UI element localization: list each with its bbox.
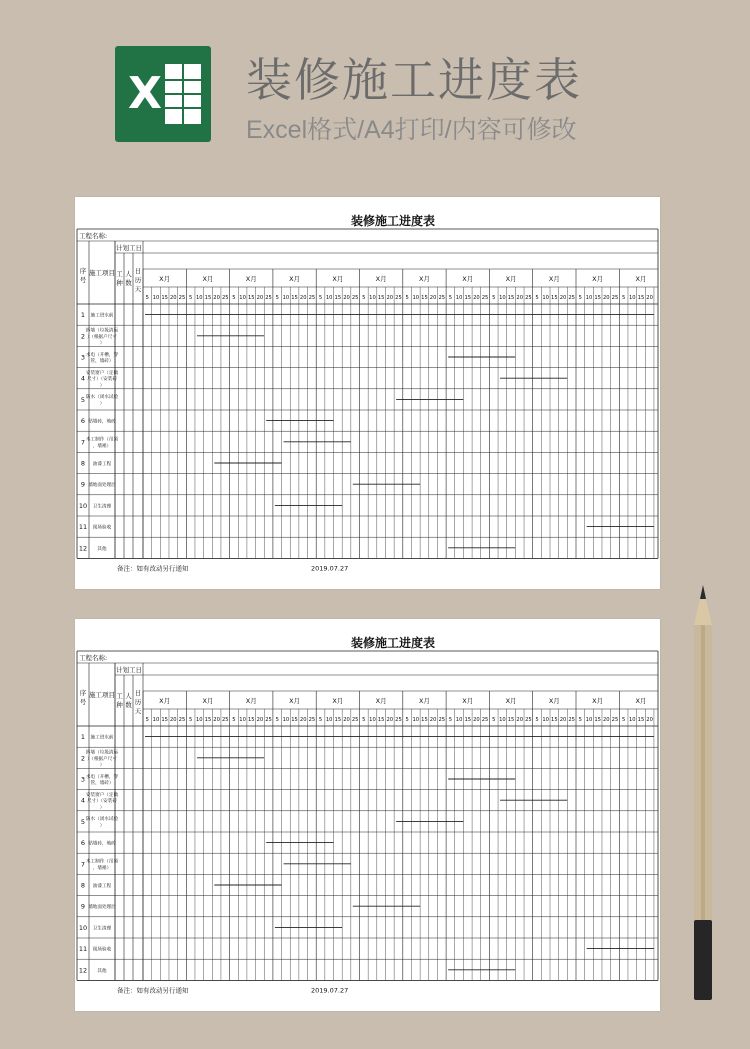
day-tick-label: 10 [282, 295, 290, 301]
plan-days-label: 计划工日 [116, 666, 142, 674]
row-item-label: 防水（闭水试验 [85, 817, 119, 823]
row-number: 10 [78, 501, 88, 510]
month-label: X月 [375, 697, 387, 705]
day-tick-label: 20 [343, 295, 350, 301]
page-title: 装修施工进度表 [246, 54, 582, 106]
schedule-sheet-top [75, 197, 660, 589]
month-label: X月 [245, 697, 257, 705]
day-tick-label: 25 [481, 295, 489, 301]
day-tick-label: 5 [145, 717, 149, 723]
item-header: 施工项目 [89, 269, 115, 277]
day-tick-label: 20 [646, 717, 653, 723]
day-tick-label: 20 [299, 717, 307, 723]
row-item-label: 管，墙砖） [90, 359, 114, 365]
day-tick-label: 25 [611, 717, 619, 723]
row-item-label: 防水（闭水试验 [85, 395, 119, 401]
day-tick-label: 5 [362, 717, 366, 723]
day-tick-label: 25 [438, 295, 446, 301]
people-header: 数 [125, 279, 132, 287]
footer-date: 2019.07.27 [311, 564, 349, 573]
day-tick-label: 15 [161, 717, 168, 723]
day-tick-label: 25 [221, 295, 229, 301]
day-tick-label: 15 [334, 717, 342, 723]
day-tick-label: 25 [438, 717, 446, 723]
day-tick-label: 25 [481, 717, 489, 723]
row-item-label: 现场验收 [92, 525, 112, 531]
excel-logo-icon [115, 46, 211, 142]
day-tick-label: 10 [585, 717, 593, 723]
row-item-label: 木工制作（吊顶 [85, 859, 119, 865]
row-number: 12 [78, 966, 88, 975]
day-tick-label: 5 [535, 295, 539, 301]
day-tick-label: 25 [265, 295, 272, 301]
row-item-label: ） [99, 341, 105, 347]
day-tick-label: 15 [507, 295, 515, 301]
day-tick-label: 15 [161, 295, 168, 301]
row-number: 1 [80, 733, 86, 742]
day-tick-label: 20 [256, 295, 264, 301]
month-label: X月 [159, 697, 171, 705]
day-tick-label: 10 [542, 295, 549, 301]
row-item-label: 施工进水前 [90, 313, 114, 319]
row-number: 4 [80, 796, 86, 805]
seq-header: 号 [79, 698, 87, 706]
pencil-icon [692, 585, 714, 1005]
month-label: X月 [592, 697, 604, 705]
day-tick-label: 15 [421, 295, 428, 301]
day-tick-label: 15 [291, 717, 298, 723]
day-tick-label: 25 [568, 295, 575, 301]
day-tick-label: 5 [492, 295, 496, 301]
row-number: 3 [80, 353, 86, 362]
month-label: X月 [462, 697, 474, 705]
day-tick-label: 20 [559, 717, 567, 723]
day-tick-label: 5 [188, 717, 193, 723]
day-tick-label: 10 [499, 717, 506, 723]
day-tick-label: 5 [275, 295, 279, 301]
day-tick-label: 20 [473, 717, 480, 723]
row-item-label: ） [99, 383, 105, 389]
day-tick-label: 25 [351, 295, 359, 301]
day-tick-label: 5 [275, 717, 279, 723]
day-tick-label: 5 [318, 295, 323, 301]
row-number: 6 [80, 417, 86, 426]
row-item-label: 现场验收 [92, 947, 112, 953]
day-tick-label: 15 [594, 295, 601, 301]
day-tick-label: 5 [492, 717, 496, 723]
day-tick-label: 10 [369, 295, 376, 301]
day-tick-label: 15 [421, 717, 428, 723]
days-header: 日 [134, 689, 142, 697]
day-tick-label: 20 [516, 295, 524, 301]
day-tick-label: 5 [405, 717, 409, 723]
day-tick-label: 15 [377, 295, 385, 301]
row-item-label: 拆墙（垃圾清运 [85, 328, 119, 334]
day-tick-label: 5 [578, 717, 582, 723]
row-number: 7 [80, 438, 86, 447]
month-label: X月 [202, 275, 214, 283]
row-number: 6 [80, 839, 86, 848]
day-tick-label: 10 [152, 295, 160, 301]
day-tick-label: 25 [395, 295, 402, 301]
row-item-label: 墙地面处理层 [88, 905, 116, 911]
row-number: 3 [80, 775, 86, 784]
footer-date: 2019.07.27 [311, 986, 349, 995]
day-tick-label: 20 [170, 295, 177, 301]
row-number: 9 [80, 902, 86, 911]
month-label: X月 [159, 275, 171, 283]
workers-header: 种 [116, 279, 123, 287]
day-tick-label: 15 [637, 717, 645, 723]
days-header: 天 [134, 707, 142, 715]
day-tick-label: 20 [299, 295, 307, 301]
row-item-label: 贴墙砖，地砖 [88, 841, 116, 847]
row-number: 8 [80, 459, 86, 468]
day-tick-label: 10 [628, 295, 636, 301]
row-item-label: 贴墙砖，地砖 [88, 419, 116, 425]
seq-header: 序 [79, 689, 87, 697]
project-name-label: 工程名称: [79, 232, 108, 240]
row-item-label: ） [99, 805, 105, 811]
people-header: 人 [125, 270, 132, 278]
day-tick-label: 10 [455, 717, 463, 723]
seq-header: 序 [79, 267, 87, 275]
day-tick-label: 10 [499, 295, 506, 301]
day-tick-label: 20 [213, 717, 220, 723]
day-tick-label: 10 [628, 717, 636, 723]
row-item-label: 拆墙（垃圾清运 [85, 750, 119, 756]
row-item-label: ） [99, 823, 105, 829]
days-header: 日 [134, 267, 142, 275]
day-tick-label: 20 [516, 717, 524, 723]
excel-grid-icon [165, 64, 201, 124]
day-tick-label: 20 [213, 295, 220, 301]
row-item-label: 油漆工程 [92, 462, 112, 467]
day-tick-label: 10 [455, 295, 463, 301]
day-tick-label: 25 [395, 717, 402, 723]
row-item-label: ）（根据户尺寸 [87, 756, 117, 762]
row-item-label: ，墙裙） [92, 444, 112, 449]
day-tick-label: 25 [611, 295, 619, 301]
day-tick-label: 15 [377, 717, 385, 723]
day-tick-label: 20 [559, 295, 567, 301]
day-tick-label: 15 [204, 295, 212, 301]
row-item-label: ）（根据户尺寸 [87, 334, 117, 340]
day-tick-label: 5 [232, 295, 236, 301]
day-tick-label: 15 [204, 717, 212, 723]
row-number: 7 [80, 860, 86, 869]
workers-header: 工 [116, 270, 123, 278]
row-item-label: 卫生清理 [92, 926, 112, 932]
day-tick-label: 15 [247, 717, 255, 723]
month-label: X月 [505, 697, 517, 705]
month-label: X月 [635, 697, 647, 705]
day-tick-label: 10 [585, 295, 593, 301]
row-item-label: 安装窗户（定做 [85, 370, 119, 376]
month-label: X月 [548, 275, 560, 283]
day-tick-label: 25 [308, 717, 316, 723]
row-number: 5 [80, 395, 86, 404]
row-item-label: 管，墙砖） [90, 781, 114, 787]
day-tick-label: 5 [188, 295, 193, 301]
row-number: 12 [78, 544, 88, 553]
day-tick-label: 15 [594, 717, 601, 723]
footer-note: 备注：如有改动另行通知 [117, 986, 189, 995]
day-tick-label: 25 [525, 717, 532, 723]
day-tick-label: 20 [429, 295, 437, 301]
day-tick-label: 10 [239, 295, 246, 301]
day-tick-label: 5 [362, 295, 366, 301]
day-tick-label: 20 [386, 295, 394, 301]
row-item-label: 油漆工程 [92, 884, 112, 889]
day-tick-label: 10 [282, 717, 290, 723]
month-label: X月 [202, 697, 214, 705]
days-header: 天 [134, 285, 142, 293]
item-header: 施工项目 [89, 691, 115, 699]
day-tick-label: 15 [247, 295, 255, 301]
day-tick-label: 5 [405, 295, 409, 301]
project-name-label: 工程名称: [79, 654, 108, 662]
month-label: X月 [548, 697, 560, 705]
day-tick-label: 20 [603, 295, 610, 301]
row-number: 10 [78, 923, 88, 932]
workers-header: 工 [116, 692, 123, 700]
day-tick-label: 25 [351, 717, 359, 723]
day-tick-label: 15 [551, 717, 558, 723]
days-header: 历 [134, 276, 142, 284]
day-tick-label: 15 [334, 295, 342, 301]
day-tick-label: 20 [646, 295, 653, 301]
row-number: 5 [80, 817, 86, 826]
day-tick-label: 10 [412, 717, 420, 723]
row-number: 1 [80, 311, 86, 320]
row-item-label: 其他 [97, 546, 107, 552]
row-number: 11 [78, 523, 88, 532]
day-tick-label: 10 [369, 717, 376, 723]
row-item-label: 施工进水前 [90, 735, 114, 741]
row-number: 2 [80, 332, 86, 341]
sheet-title: 装修施工进度表 [350, 214, 436, 228]
day-tick-label: 5 [578, 295, 582, 301]
day-tick-label: 15 [637, 295, 645, 301]
day-tick-label: 15 [551, 295, 558, 301]
people-header: 人 [125, 692, 132, 700]
row-number: 2 [80, 754, 86, 763]
day-tick-label: 20 [603, 717, 610, 723]
day-tick-label: 10 [412, 295, 420, 301]
day-tick-label: 5 [448, 717, 453, 723]
day-tick-label: 5 [318, 717, 323, 723]
sheet-title: 装修施工进度表 [350, 636, 436, 650]
day-tick-label: 15 [464, 717, 472, 723]
day-tick-label: 10 [325, 717, 333, 723]
row-item-label: 安装窗户（定做 [85, 792, 119, 798]
day-tick-label: 25 [525, 295, 532, 301]
page-subtitle: Excel格式/A4打印/内容可修改 [246, 116, 577, 144]
day-tick-label: 25 [568, 717, 575, 723]
day-tick-label: 10 [195, 717, 203, 723]
month-label: X月 [332, 275, 344, 283]
day-tick-label: 20 [256, 717, 264, 723]
day-tick-label: 5 [145, 295, 149, 301]
row-item-label: ） [99, 763, 105, 769]
month-label: X月 [592, 275, 604, 283]
day-tick-label: 20 [343, 717, 350, 723]
day-tick-label: 10 [325, 295, 333, 301]
month-label: X月 [418, 275, 430, 283]
month-label: X月 [418, 697, 430, 705]
schedule-sheet-bottom [75, 619, 660, 1011]
row-item-label: 水电（开槽，穿 [85, 352, 119, 358]
month-label: X月 [332, 697, 344, 705]
day-tick-label: 20 [429, 717, 437, 723]
row-item-label: 卫生清理 [92, 504, 112, 510]
row-item-label: 墙地面处理层 [88, 483, 116, 489]
day-tick-label: 20 [386, 717, 394, 723]
row-item-label: 水电（开槽，穿 [85, 774, 119, 780]
row-number: 4 [80, 374, 86, 383]
month-label: X月 [462, 275, 474, 283]
month-label: X月 [635, 275, 647, 283]
row-number: 9 [80, 480, 86, 489]
plan-days-label: 计划工日 [116, 244, 142, 252]
row-item-label: 木工制作（吊顶 [85, 437, 119, 443]
day-tick-label: 25 [221, 717, 229, 723]
day-tick-label: 10 [152, 717, 160, 723]
day-tick-label: 20 [473, 295, 480, 301]
month-label: X月 [289, 697, 301, 705]
month-label: X月 [375, 275, 387, 283]
workers-header: 种 [116, 701, 123, 709]
month-label: X月 [289, 275, 301, 283]
seq-header: 号 [79, 276, 87, 284]
day-tick-label: 25 [178, 295, 186, 301]
row-item-label: 尺寸）（安装砖 [87, 377, 117, 383]
people-header: 数 [125, 701, 132, 709]
day-tick-label: 10 [195, 295, 203, 301]
day-tick-label: 25 [265, 717, 272, 723]
day-tick-label: 15 [291, 295, 298, 301]
day-tick-label: 10 [542, 717, 549, 723]
day-tick-label: 15 [507, 717, 515, 723]
month-label: X月 [505, 275, 517, 283]
day-tick-label: 5 [232, 717, 236, 723]
day-tick-label: 5 [621, 717, 626, 723]
row-item-label: 其他 [97, 968, 107, 974]
day-tick-label: 5 [448, 295, 453, 301]
month-label: X月 [245, 275, 257, 283]
day-tick-label: 10 [239, 717, 246, 723]
row-number: 11 [78, 945, 88, 954]
day-tick-label: 25 [178, 717, 186, 723]
day-tick-label: 15 [464, 295, 472, 301]
row-item-label: ，墙裙） [92, 866, 112, 871]
day-tick-label: 5 [535, 717, 539, 723]
excel-logo-letter: X [128, 68, 162, 119]
day-tick-label: 5 [621, 295, 626, 301]
footer-note: 备注：如有改动另行通知 [117, 564, 189, 573]
day-tick-label: 25 [308, 295, 316, 301]
row-item-label: 尺寸）（安装砖 [87, 799, 117, 805]
row-number: 8 [80, 881, 86, 890]
day-tick-label: 20 [170, 717, 177, 723]
days-header: 历 [134, 698, 142, 706]
row-item-label: ） [99, 401, 105, 407]
